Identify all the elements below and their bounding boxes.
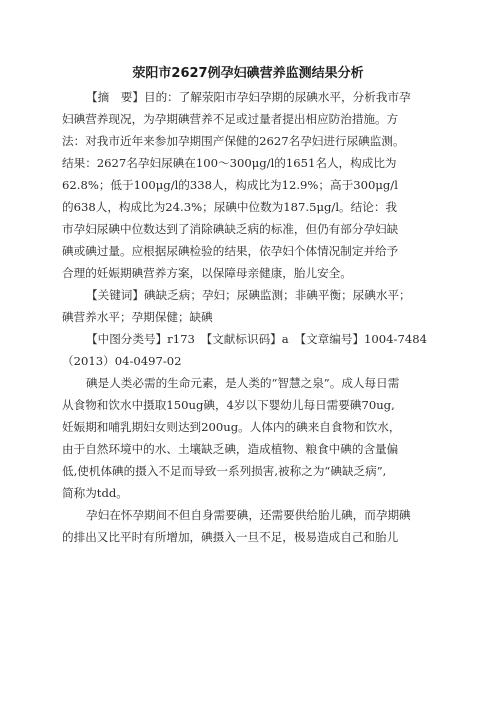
document-body bbox=[62, 86, 438, 548]
intro-line: 从食物和饮水中摄取150ug碘，4岁以下婴幼儿每日需要碘70ug, bbox=[62, 398, 395, 412]
keywords-paragraph bbox=[62, 284, 438, 328]
intro-paragraph bbox=[62, 372, 438, 504]
pregnancy-line: 孕妇在怀孕期间不但自身需要碘，还需要供给胎儿碘，而孕期碘 bbox=[86, 508, 411, 522]
abstract-line: 碘或碘过量。应根据尿碘检验的结果，依孕妇个体情况制定并给予 bbox=[62, 244, 399, 258]
pregnancy-line: 的排出又比平时有所增加，碘摄入一旦不足，极易造成自己和胎儿 bbox=[62, 530, 399, 544]
abstract-line: 62.8%；低于100μg/l的338人，构成比为12.9%；高于300μg/l bbox=[62, 178, 398, 192]
abstract-paragraph bbox=[62, 86, 438, 284]
abstract-line: 法：对我市近年来参加孕期围产保健的2627名孕妇进行尿碘监测。 bbox=[62, 134, 405, 148]
abstract-line: 结果：2627名孕妇尿碘在100～300μg/l的1651名人，构成比为 bbox=[62, 156, 397, 170]
intro-line: 简称为tdd。 bbox=[62, 486, 128, 500]
abstract-line: 市孕妇尿碘中位数达到了消除碘缺乏病的标准，但仍有部分孕妇缺 bbox=[62, 222, 399, 236]
intro-line: 妊娠期和哺乳期妇女则达到200ug。人体内的碘来自食物和饮水， bbox=[62, 420, 401, 434]
abstract-line: 【摘 要】目的：了解荥阳市孕妇孕期的尿碘水平，分析我市孕 bbox=[86, 90, 411, 104]
document-title: 荥阳市2627例孕妇碘营养监测结果分析 bbox=[132, 66, 364, 81]
intro-line: 由于自然环境中的水、土壤缺乏碘，造成植物、粮食中碘的含量偏 bbox=[62, 442, 399, 456]
abstract-line: 合理的妊娠期碘营养方案，以保障母亲健康，胎儿安全。 bbox=[62, 266, 352, 280]
classification-line: 【中图分类号】r173 【文献标识码】a 【文章编号】1004-7484 bbox=[86, 332, 427, 346]
intro-line: 碘是人类必需的生命元素，是人类的“智慧之泉”。成人每日需 bbox=[86, 376, 400, 390]
keywords-line: 碘营养水平；孕期保健；缺碘 bbox=[62, 310, 213, 324]
abstract-line: 的638人，构成比为24.3%；尿碘中位数为187.5μg/l。结论：我 bbox=[62, 200, 398, 214]
intro-line: 低,使机体碘的摄入不足而导致一系列损害,被称之为“碘缺乏病”, bbox=[62, 464, 387, 478]
abstract-line: 妇碘营养现况，为孕期碘营养不足或过量者提出相应防治措施。方 bbox=[62, 112, 399, 126]
classification-paragraph bbox=[62, 328, 438, 372]
keywords-line: 【关键词】碘缺乏病；孕妇；尿碘监测；非碘平衡；尿碘水平； bbox=[86, 288, 411, 302]
pregnancy-paragraph bbox=[62, 504, 438, 548]
classification-line: （2013）04-0497-02 bbox=[62, 354, 182, 368]
